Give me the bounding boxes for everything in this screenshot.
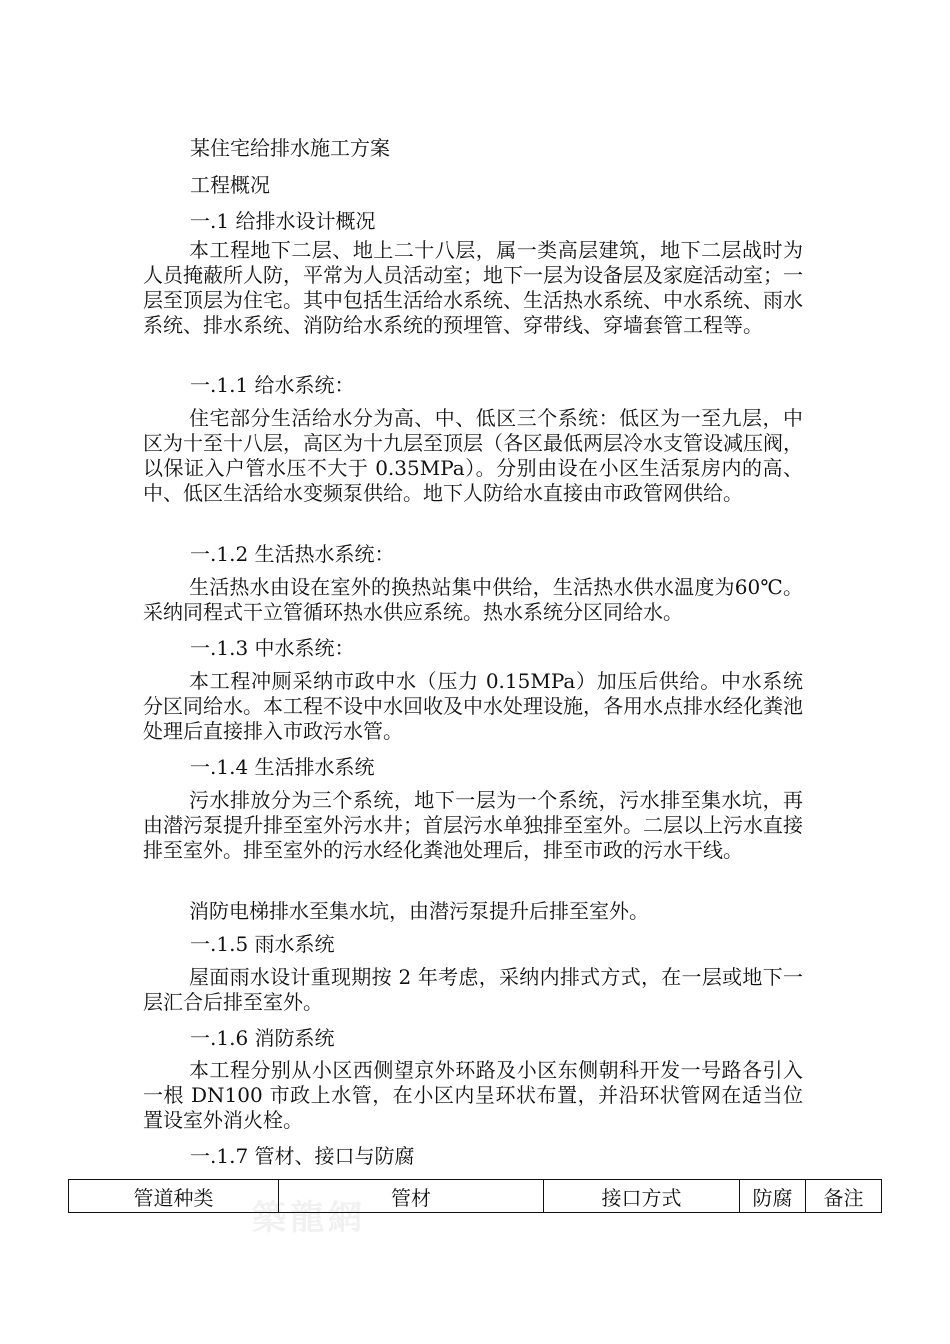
table-header-joint-method: 接口方式 [544,1180,740,1213]
table-header-material: 管材 [279,1180,544,1213]
section-heading-1-1-7: 一.1.7 管材、接口与防腐 [190,1144,415,1168]
section-heading-1-1-2: 一.1.2 生活热水系统： [190,542,395,566]
table-header-anticorrosion: 防腐 [740,1180,806,1213]
section-heading-1-1-6: 一.1.6 消防系统 [190,1026,335,1050]
table-header-pipe-type: 管道种类 [69,1180,279,1213]
paragraph-1-1-2: 生活热水由设在室外的换热站集中供给，生活热水供水温度为60℃。采纳同程式干立管循环热水供应系统。热水系统分区同给水。 [143,575,803,624]
paragraph-1-1-5: 屋面雨水设计重现期按 2 年考虑，采纳内排式方式，在一层或地下一层汇合后排至室外。 [143,965,803,1014]
section-heading-1-1-5: 一.1.5 雨水系统 [190,932,335,956]
paragraph-1-1-1: 住宅部分生活给水分为高、中、低区三个系统：低区为一至九层，中区为十至十八层，高区为十九层至顶层（各区最低两层冷水支管设减压阀，以保证入户管水压不大于 0.35MPa）。分别由设在小区生活泵房内的高、中、低区生活给水变频泵供给。地下人防给水直接由市政管网供给。 [143,406,803,505]
overview-heading: 工程概况 [190,173,270,197]
paragraph-1-1: 本工程地下二层、地上二十八层，属一类高层建筑，地下二层战时为人员掩蔽所人防，平常为人员活动室；地下一层为设备层及家庭活动室；一层至顶层为住宅。其中包括生活给水系统、生活热水系统、中水系统、雨水系统、排水系统、消防给水系统的预埋管、穿带线、穿墙套管工程等。 [143,238,803,337]
section-heading-1-1-4: 一.1.4 生活排水系统 [190,755,375,779]
paragraph-1-1-4b: 消防电梯排水至集水坑，由潜污泵提升后排至室外。 [189,899,649,923]
paragraph-1-1-3: 本工程冲厕采纳市政中水（压力 0.15MPa）加压后供给。中水系统分区同给水。本工程不设中水回收及中水处理设施，各用水点排水经化粪池处理后直接排入市政污水管。 [143,669,803,743]
paragraph-1-1-4a: 污水排放分为三个系统，地下一层为一个系统，污水排至集水坑，再由潜污泵提升排至室外污水井；首层污水单独排至室外。二层以上污水直接排至室外。排至室外的污水经化粪池处理后，排至市政的污水干线。 [143,788,803,862]
pipe-material-table [68,1179,882,1213]
watermark-logo: 築龍網 [252,1198,366,1238]
table-header-remarks: 备注 [806,1180,882,1213]
section-heading-1-1-1: 一.1.1 给水系统： [190,373,355,397]
section-heading-1-1: 一.1 给排水设计概况 [190,209,376,233]
section-heading-1-1-3: 一.1.3 中水系统： [190,636,355,660]
document-title: 某住宅给排水施工方案 [190,136,390,160]
table-header-row [69,1180,882,1213]
paragraph-1-1-6: 本工程分别从小区西侧望京外环路及小区东侧朝科开发一号路各引入一根 DN100 市政上水管，在小区内呈环状布置，并沿环状管网在适当位置设室外消火栓。 [143,1058,803,1132]
